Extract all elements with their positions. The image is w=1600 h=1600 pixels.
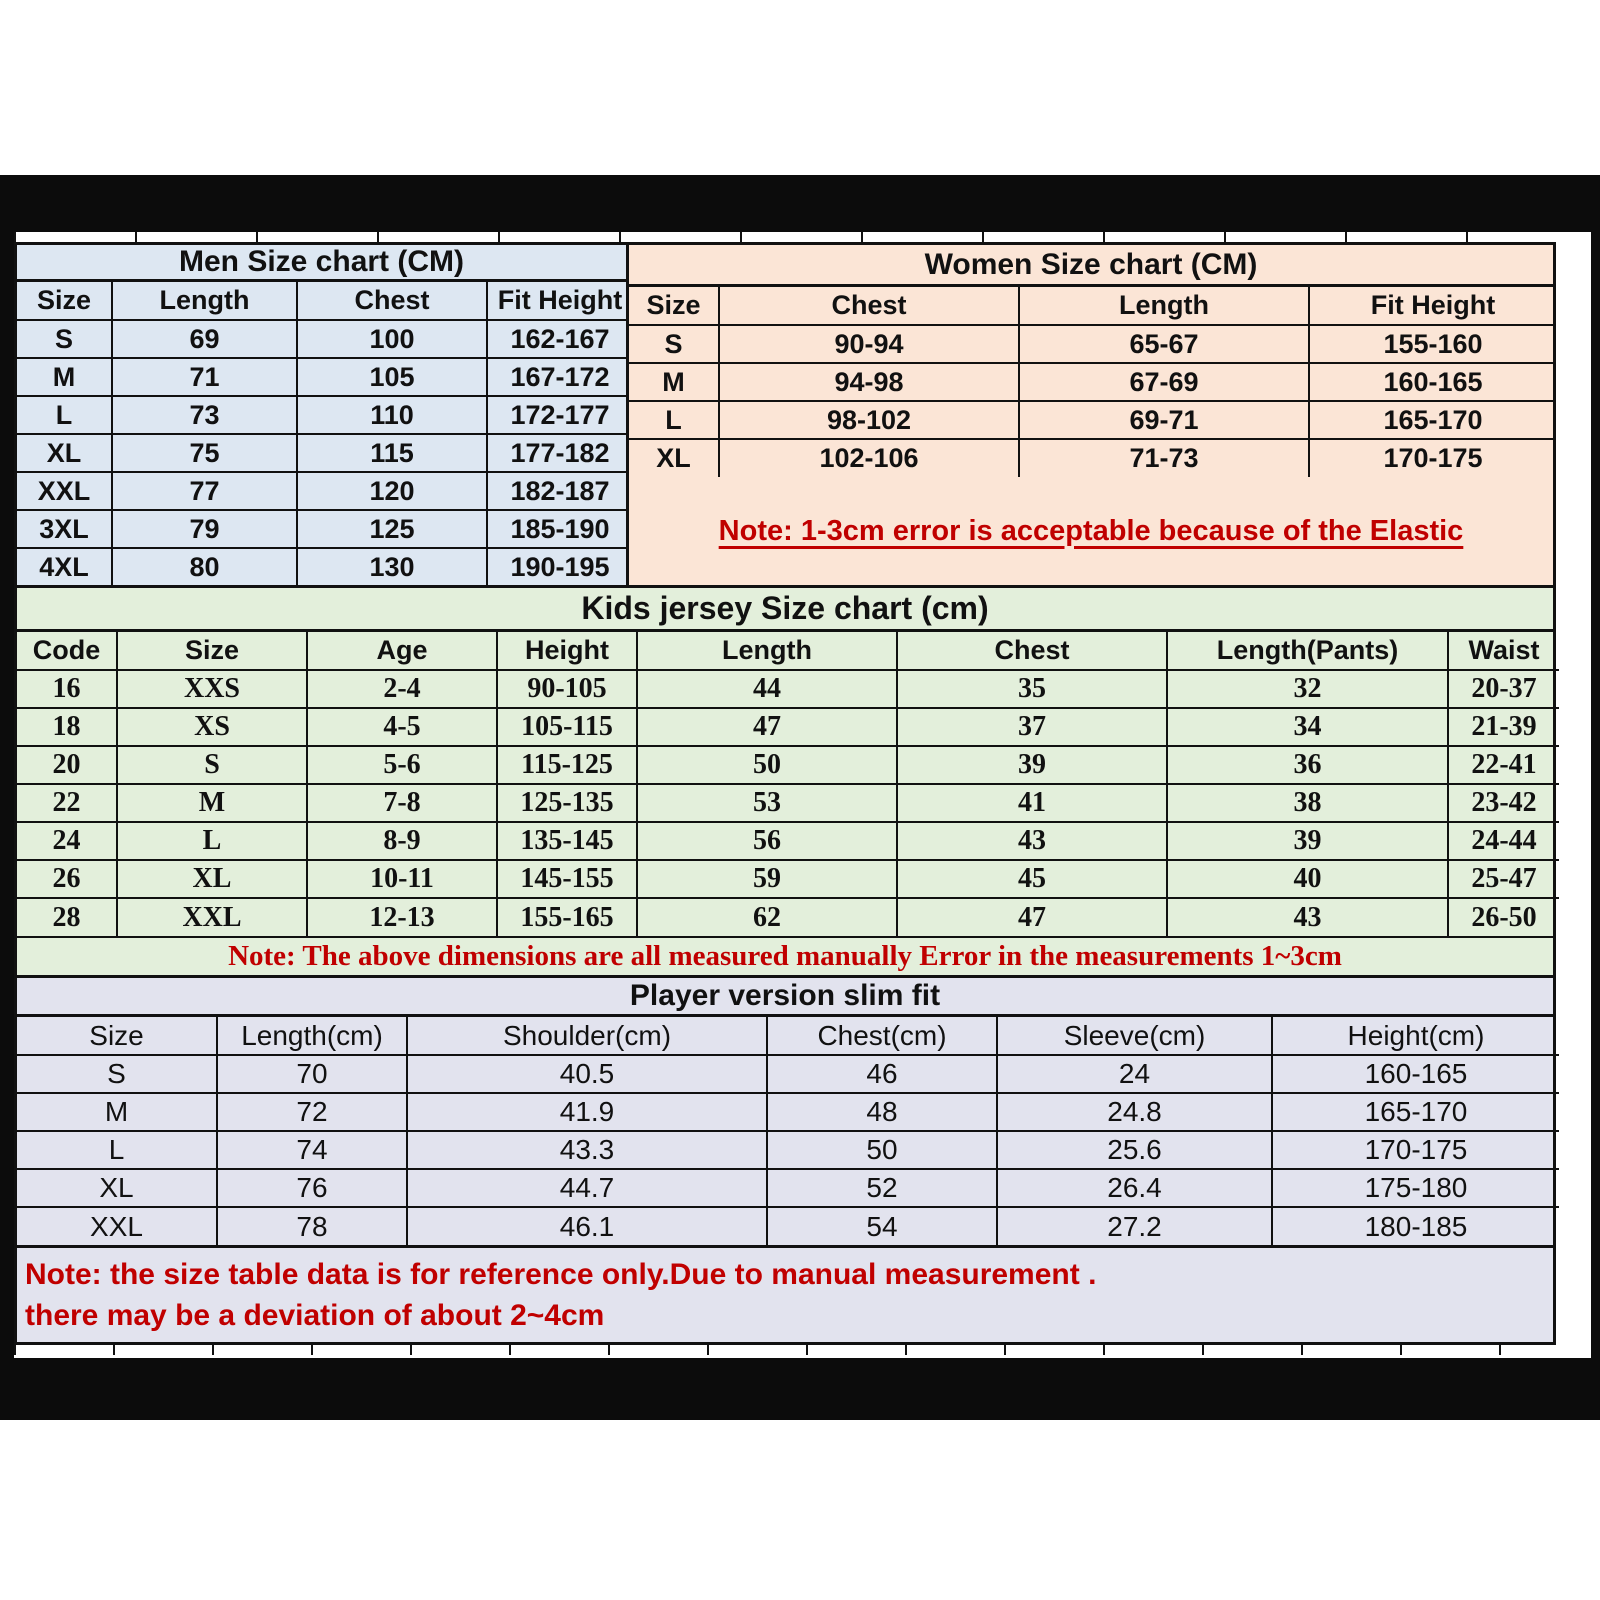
player-version-section (14, 978, 1556, 1248)
table-cell: XS (117, 708, 307, 746)
table-cell: 40 (1167, 860, 1448, 898)
table-row (17, 746, 1559, 784)
table-cell: 53 (637, 784, 897, 822)
table-cell: 25.6 (997, 1131, 1272, 1169)
table-cell: 165-170 (1272, 1093, 1559, 1131)
table-cell: 50 (637, 746, 897, 784)
table-row (17, 434, 632, 472)
column-header: Waist (1448, 632, 1559, 670)
column-header: Height(cm) (1272, 1017, 1559, 1055)
table-cell: 67-69 (1019, 363, 1309, 401)
women-size-table (629, 287, 1556, 477)
table-cell: 41 (897, 784, 1167, 822)
table-cell: 39 (1167, 822, 1448, 860)
table-row (17, 1169, 1559, 1207)
table-cell: L (17, 1131, 217, 1169)
table-cell: 16 (17, 670, 117, 708)
table-row (17, 1131, 1559, 1169)
table-cell: 180-185 (1272, 1207, 1559, 1245)
column-header: Age (307, 632, 497, 670)
column-header: Size (117, 632, 307, 670)
table-cell: 40.5 (407, 1055, 767, 1093)
women-size-title: Women Size chart (CM) (629, 245, 1553, 287)
column-header: Fit Height (487, 282, 632, 320)
column-header: Chest (897, 632, 1167, 670)
table-cell: 185-190 (487, 510, 632, 548)
cell-ruler-strip-top (14, 232, 1556, 242)
table-cell: 3XL (17, 510, 112, 548)
table-cell: 45 (897, 860, 1167, 898)
table-cell: 5-6 (307, 746, 497, 784)
table-row (629, 401, 1556, 439)
table-cell: 48 (767, 1093, 997, 1131)
table-cell: 102-106 (719, 439, 1019, 477)
table-cell: 44.7 (407, 1169, 767, 1207)
table-row (17, 472, 632, 510)
table-cell: 4XL (17, 548, 112, 586)
table-cell: 145-155 (497, 860, 637, 898)
table-row (629, 363, 1556, 401)
table-cell: M (17, 358, 112, 396)
men-size-title: Men Size chart (CM) (17, 245, 626, 282)
table-row (629, 325, 1556, 363)
table-cell: 130 (297, 548, 487, 586)
table-cell: 27.2 (997, 1207, 1272, 1245)
table-row (17, 1207, 1559, 1245)
table-cell: 167-172 (487, 358, 632, 396)
footer-note-line2: there may be a deviation of about 2~4cm (25, 1299, 605, 1333)
table-cell: 25-47 (1448, 860, 1559, 898)
table-cell: 2-4 (307, 670, 497, 708)
kids-size-section (14, 588, 1556, 978)
footer-note-line1: Note: the size table data is for reference only.Due to manual measurement . (25, 1258, 1097, 1291)
table-cell: XL (17, 434, 112, 472)
kids-size-title: Kids jersey Size chart (cm) (17, 588, 1553, 632)
table-cell: 20-37 (1448, 670, 1559, 708)
table-cell: 47 (897, 898, 1167, 936)
men-size-section (14, 242, 629, 588)
table-cell: 26.4 (997, 1169, 1272, 1207)
table-cell: L (629, 401, 719, 439)
table-cell: M (117, 784, 307, 822)
table-cell: 65-67 (1019, 325, 1309, 363)
player-version-table (17, 1017, 1559, 1245)
table-cell: 125-135 (497, 784, 637, 822)
top-black-band (0, 175, 1600, 232)
table-cell: 71-73 (1019, 439, 1309, 477)
table-cell: 22-41 (1448, 746, 1559, 784)
table-cell: 69 (112, 320, 297, 358)
table-row (17, 670, 1559, 708)
column-header: Shoulder(cm) (407, 1017, 767, 1055)
table-cell: 47 (637, 708, 897, 746)
table-cell: 12-13 (307, 898, 497, 936)
table-cell: 36 (1167, 746, 1448, 784)
table-cell: 28 (17, 898, 117, 936)
table-cell: 21-39 (1448, 708, 1559, 746)
table-cell: L (17, 396, 112, 434)
header-row (629, 287, 1556, 325)
table-cell: 90-94 (719, 325, 1019, 363)
table-cell: 37 (897, 708, 1167, 746)
table-cell: XL (17, 1169, 217, 1207)
column-header: Chest(cm) (767, 1017, 997, 1055)
table-cell: 74 (217, 1131, 407, 1169)
table-cell: 162-167 (487, 320, 632, 358)
table-row (17, 548, 632, 586)
table-row (17, 396, 632, 434)
table-cell: 155-160 (1309, 325, 1556, 363)
table-cell: M (629, 363, 719, 401)
table-cell: XL (629, 439, 719, 477)
column-header: Length (112, 282, 297, 320)
table-cell: 54 (767, 1207, 997, 1245)
table-cell: 170-175 (1272, 1131, 1559, 1169)
size-chart-image (14, 232, 1556, 1355)
table-row (629, 439, 1556, 477)
table-cell: S (117, 746, 307, 784)
table-row (17, 1055, 1559, 1093)
table-cell: 105-115 (497, 708, 637, 746)
column-header: Size (17, 1017, 217, 1055)
table-cell: 160-165 (1272, 1055, 1559, 1093)
table-cell: 77 (112, 472, 297, 510)
table-cell: 56 (637, 822, 897, 860)
table-row (17, 822, 1559, 860)
table-cell: 50 (767, 1131, 997, 1169)
table-cell: 170-175 (1309, 439, 1556, 477)
column-header: Length (1019, 287, 1309, 325)
table-cell: 100 (297, 320, 487, 358)
table-cell: S (629, 325, 719, 363)
cell-ruler-strip-bottom (14, 1345, 1556, 1355)
table-cell: XXL (17, 1207, 217, 1245)
table-cell: S (17, 1055, 217, 1093)
table-cell: M (17, 1093, 217, 1131)
table-cell: 80 (112, 548, 297, 586)
table-cell: 160-165 (1309, 363, 1556, 401)
table-cell: 71 (112, 358, 297, 396)
column-header: Height (497, 632, 637, 670)
table-cell: 90-105 (497, 670, 637, 708)
kids-size-table (17, 632, 1559, 936)
table-row (17, 898, 1559, 936)
table-cell: 43.3 (407, 1131, 767, 1169)
table-cell: 32 (1167, 670, 1448, 708)
table-cell: 72 (217, 1093, 407, 1131)
column-header: Size (17, 282, 112, 320)
table-cell: 79 (112, 510, 297, 548)
women-note: Note: 1-3cm error is acceptable because of the Elastic (718, 514, 1464, 547)
table-row (17, 1093, 1559, 1131)
table-cell: 34 (1167, 708, 1448, 746)
table-cell: 172-177 (487, 396, 632, 434)
table-row (17, 358, 632, 396)
table-cell: 125 (297, 510, 487, 548)
column-header: Chest (297, 282, 487, 320)
table-cell: 10-11 (307, 860, 497, 898)
table-cell: 110 (297, 396, 487, 434)
table-cell: XL (117, 860, 307, 898)
column-header: Length(cm) (217, 1017, 407, 1055)
column-header: Length(Pants) (1167, 632, 1448, 670)
bottom-black-band (0, 1358, 1600, 1420)
right-black-border (1591, 175, 1600, 1420)
column-header: Fit Height (1309, 287, 1556, 325)
table-cell: 115-125 (497, 746, 637, 784)
table-cell: 46 (767, 1055, 997, 1093)
table-cell: L (117, 822, 307, 860)
table-cell: 69-71 (1019, 401, 1309, 439)
table-cell: 22 (17, 784, 117, 822)
table-cell: 73 (112, 396, 297, 434)
table-row (17, 708, 1559, 746)
table-cell: 94-98 (719, 363, 1019, 401)
table-cell: 155-165 (497, 898, 637, 936)
adult-charts-row (14, 242, 1556, 588)
table-cell: 177-182 (487, 434, 632, 472)
table-cell: 38 (1167, 784, 1448, 822)
column-header: Code (17, 632, 117, 670)
table-cell: 26-50 (1448, 898, 1559, 936)
table-cell: 76 (217, 1169, 407, 1207)
table-cell: 75 (112, 434, 297, 472)
table-cell: 135-145 (497, 822, 637, 860)
table-cell: 115 (297, 434, 487, 472)
header-row (17, 1017, 1559, 1055)
header-row (17, 632, 1559, 670)
table-cell: 44 (637, 670, 897, 708)
table-cell: S (17, 320, 112, 358)
table-cell: 120 (297, 472, 487, 510)
table-row (17, 320, 632, 358)
table-cell: 70 (217, 1055, 407, 1093)
table-cell: 165-170 (1309, 401, 1556, 439)
header-row (17, 282, 632, 320)
footer-note (14, 1248, 1556, 1345)
table-cell: 41.9 (407, 1093, 767, 1131)
column-header: Length (637, 632, 897, 670)
player-version-title: Player version slim fit (17, 978, 1553, 1017)
table-cell: 7-8 (307, 784, 497, 822)
table-cell: 52 (767, 1169, 997, 1207)
table-cell: 46.1 (407, 1207, 767, 1245)
column-header: Size (629, 287, 719, 325)
table-cell: 182-187 (487, 472, 632, 510)
table-cell: 24-44 (1448, 822, 1559, 860)
table-cell: 23-42 (1448, 784, 1559, 822)
table-cell: 59 (637, 860, 897, 898)
table-cell: 62 (637, 898, 897, 936)
table-cell: XXL (117, 898, 307, 936)
table-cell: 8-9 (307, 822, 497, 860)
table-cell: 20 (17, 746, 117, 784)
table-cell: 18 (17, 708, 117, 746)
table-cell: 105 (297, 358, 487, 396)
table-cell: XXL (17, 472, 112, 510)
table-cell: 26 (17, 860, 117, 898)
column-header: Chest (719, 287, 1019, 325)
table-row (17, 510, 632, 548)
table-cell: 43 (897, 822, 1167, 860)
table-row (17, 784, 1559, 822)
kids-note: Note: The above dimensions are all measured manually Error in the measurements 1~3cm (17, 936, 1553, 975)
table-cell: 24 (17, 822, 117, 860)
table-cell: XXS (117, 670, 307, 708)
table-cell: 190-195 (487, 548, 632, 586)
table-cell: 39 (897, 746, 1167, 784)
table-cell: 24 (997, 1055, 1272, 1093)
table-cell: 43 (1167, 898, 1448, 936)
table-cell: 98-102 (719, 401, 1019, 439)
men-size-table (17, 282, 632, 586)
women-size-section (629, 242, 1556, 588)
table-row (17, 860, 1559, 898)
column-header: Sleeve(cm) (997, 1017, 1272, 1055)
table-cell: 24.8 (997, 1093, 1272, 1131)
table-cell: 4-5 (307, 708, 497, 746)
table-cell: 35 (897, 670, 1167, 708)
table-cell: 78 (217, 1207, 407, 1245)
left-black-border (0, 175, 14, 1420)
table-cell: 175-180 (1272, 1169, 1559, 1207)
